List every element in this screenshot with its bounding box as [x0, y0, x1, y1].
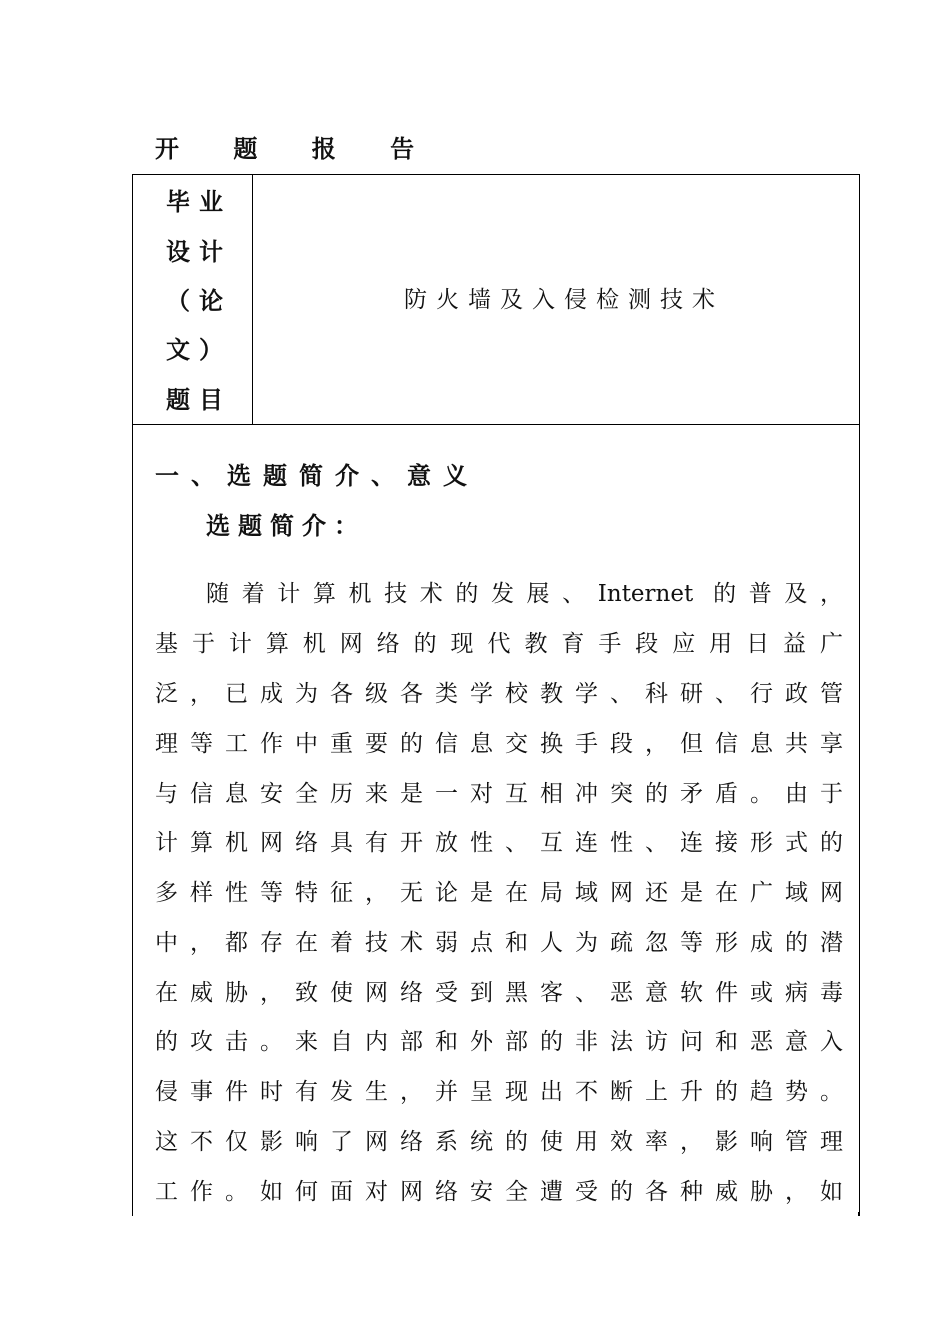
thesis-title-row	[133, 175, 859, 425]
thesis-title: 防火墙及入侵检测技术	[404, 287, 724, 313]
body-line-8: 中，都存在着技术弱点和人为疏忽等形成的潜	[155, 930, 843, 956]
report-table	[132, 174, 860, 1216]
page-edge-mark	[858, 1212, 860, 1216]
body-line-6: 计算机网络具有开放性、互连性、连接形式的	[155, 830, 843, 856]
body-line-12: 这不仅影响了网络系统的使用效率，影响管理	[155, 1129, 843, 1155]
report-title: 开 题 报 告	[155, 134, 438, 163]
body-line-11: 侵事件时有发生，并呈现出不断上升的趋势。	[155, 1079, 843, 1105]
body-line-7: 多样性等特征，无论是在局域网还是在广域网	[155, 880, 843, 906]
label-line-3: （论	[166, 286, 232, 315]
body-line-5: 与信息安全历来是一对互相冲突的矛盾。由于	[155, 781, 843, 807]
section-heading: 一、选题简介、意义	[155, 461, 479, 490]
label-line-1: 毕业	[166, 187, 232, 216]
body-line-4: 理等工作中重要的信息交换手段，但信息共享	[155, 731, 843, 757]
body-line-1: 随着计算机技术的发展、Internet 的普及，	[206, 581, 843, 607]
body-line-2: 基于计算机网络的现代教育手段应用日益广	[155, 631, 843, 657]
thesis-title-cell	[253, 175, 859, 424]
label-line-5: 题目	[166, 385, 232, 414]
body-line-10: 的攻击。来自内部和外部的非法访问和恶意入	[155, 1029, 843, 1055]
thesis-title-label-cell	[133, 175, 253, 424]
label-line-2: 设计	[166, 237, 232, 266]
label-line-4: 文）	[166, 335, 232, 364]
sub-heading: 选题简介：	[206, 511, 366, 540]
body-line-3: 泛，已成为各级各类学校教学、科研、行政管	[155, 681, 843, 707]
body-line-9: 在威胁，致使网络受到黑客、恶意软件或病毒	[155, 980, 843, 1006]
body-line-13: 工作。如何面对网络安全遭受的各种威胁，如	[155, 1179, 843, 1205]
